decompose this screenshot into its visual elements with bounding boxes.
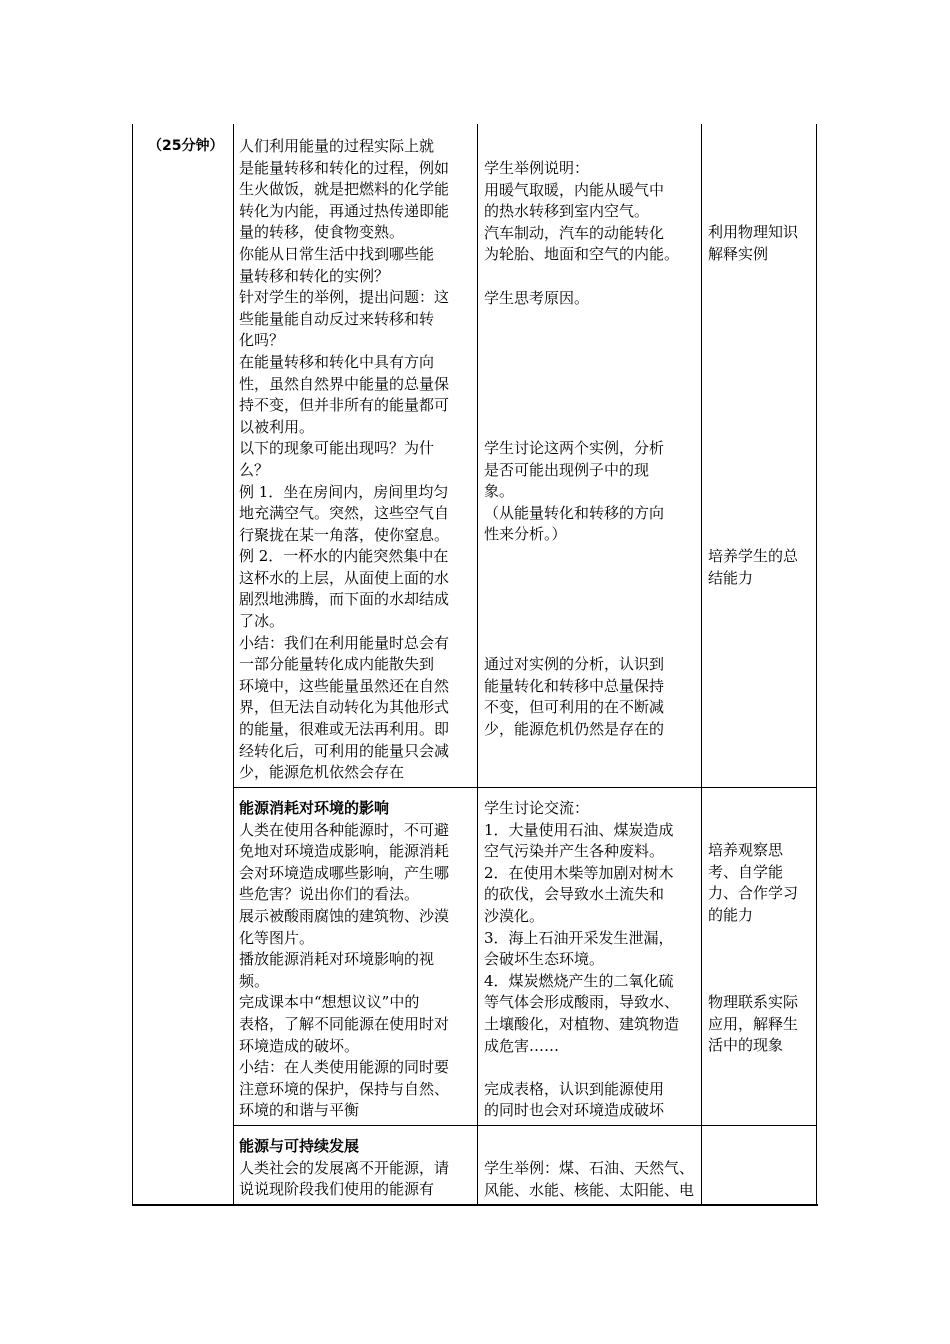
text-line: 转化为内能，再通过热传递即能: [239, 201, 450, 220]
text-line: 学生讨论交流：: [484, 799, 590, 817]
student-activity-think: [484, 288, 699, 310]
design-intent-cooperation: [708, 840, 814, 926]
section-heading-environment: 能源消耗对环境的影响: [239, 799, 390, 817]
text-line: 以被利用。: [239, 417, 315, 436]
text-line: 表格，了解不同能源在使用时对: [239, 1014, 450, 1033]
text-line: 1．大量使用石油、煤炭造成: [484, 820, 674, 839]
text-line: 应用，解释生: [708, 1014, 799, 1033]
text-line: 以下的现象可能出现吗？为什: [239, 439, 435, 458]
text-line: 频。: [239, 971, 270, 990]
text-line: 学生思考原因。: [484, 289, 590, 307]
text-line: 的能力: [708, 905, 754, 924]
text-line: 说说现阶段我们使用的能源有: [239, 1180, 435, 1199]
design-intent-explain: [708, 222, 814, 265]
text-line: 2．在使用木柴等加剧对树木: [484, 863, 674, 882]
text-line: 土壤酸化，对植物、建筑物造: [484, 1014, 680, 1033]
text-line: （从能量转化和转移的方向: [484, 503, 665, 522]
column-divider-3: [701, 124, 702, 1206]
text-line: 完成表格，认识到能源使用: [484, 1079, 665, 1098]
teacher-activity-environment: [239, 798, 475, 1122]
student-activity-sustainable: [484, 1158, 699, 1201]
text-line: 环境的和谐与平衡: [239, 1101, 360, 1120]
text-line: 行聚拢在某一角落，使你窒息。: [239, 525, 450, 544]
student-activity-examples: [484, 158, 699, 266]
text-line: 会破坏生态环境。: [484, 950, 605, 969]
text-line: 播放能源消耗对环境影响的视: [239, 950, 435, 969]
text-line: 沙漠化。: [484, 906, 545, 925]
text-line: 免地对环境造成影响，能源消耗: [239, 842, 450, 861]
student-activity-environment: [484, 798, 699, 1122]
time-label: （25分钟）: [148, 138, 224, 154]
text-line: 学生举例说明：: [484, 159, 590, 177]
text-line: 人类社会的发展离不开能源，请: [239, 1158, 450, 1177]
text-line: 少，能源危机仍然是存在的: [484, 719, 665, 738]
text-line: 注意环境的保护，保持与自然、: [239, 1079, 450, 1098]
column-divider-2: [477, 124, 478, 1206]
text-line: 这杯水的上层，从面使上面的水: [239, 568, 450, 587]
text-line: 量转移和转化的实例？: [239, 266, 390, 285]
student-activity-discuss: [484, 438, 699, 546]
text-line: 性来分析。）: [484, 525, 567, 544]
text-line: 的能量，很难或无法再利用。即: [239, 720, 450, 739]
table-border-right: [816, 124, 817, 1206]
text-line: 学生举例：煤、石油、天然气、: [484, 1159, 695, 1177]
text-line: 化等图片。: [239, 928, 315, 947]
text-line: 空气污染并产生各种废料。: [484, 842, 665, 861]
text-line: 培养学生的总: [708, 547, 799, 565]
text-line: 物理联系实际: [708, 993, 799, 1011]
text-line: 持不变，但并非所有的能量都可: [239, 396, 450, 415]
text-line: 风能、水能、核能、太阳能、电: [484, 1180, 695, 1199]
row-divider-1: [233, 787, 817, 788]
teacher-activity-sustainable: [239, 1136, 475, 1201]
text-line: 环境中，这些能量虽然还在自然: [239, 676, 450, 695]
text-line: 人们利用能量的过程实际上就: [239, 137, 435, 155]
text-line: 完成课本中“想想议议”中的: [239, 993, 420, 1012]
text-line: 用暖气取暖，内能从暖气中: [484, 180, 665, 199]
text-line: 成危害……: [484, 1036, 560, 1055]
text-line: 是能量转移和转化的过程，例如: [239, 158, 450, 177]
text-line: 例 2．一杯水的内能突然集中在: [239, 547, 449, 566]
text-line: 人类在使用各种能源时，不可避: [239, 820, 450, 839]
text-line: 界，但无法自动转化为其他形式: [239, 698, 450, 717]
text-line: 展示被酸雨腐蚀的建筑物、沙漠: [239, 906, 450, 925]
text-line: 少，能源危机依然会存在: [239, 763, 405, 782]
student-activity-conclusion: [484, 654, 699, 740]
text-line: 了冰。: [239, 612, 285, 631]
text-line: 些危害？说出你们的看法。: [239, 885, 420, 904]
text-line: 为轮胎、地面和空气的内能。: [484, 245, 680, 264]
text-line: 不变，但可利用的在不断减: [484, 698, 665, 717]
spacer: [484, 1057, 699, 1079]
text-line: 剧烈地沸腾，而下面的水却结成: [239, 590, 450, 609]
text-line: 会对环境造成哪些影响，产生哪: [239, 863, 450, 882]
text-line: 解释实例: [708, 244, 769, 263]
section-heading-sustainable: 能源与可持续发展: [239, 1137, 360, 1155]
table-border-left: [132, 124, 133, 1206]
text-line: 象。: [484, 482, 515, 501]
text-line: 针对学生的举例，提出问题：这: [239, 288, 450, 307]
column-divider-1: [233, 124, 234, 1206]
text-line: 小结：我们在利用能量时总会有: [239, 633, 450, 652]
text-line: 利用物理知识: [708, 223, 799, 241]
text-line: 些能量能自动反过来转移和转: [239, 309, 435, 328]
text-line: 通过对实例的分析，认识到: [484, 655, 665, 673]
text-line: 3．海上石油开采发生泄漏，: [484, 928, 674, 947]
text-line: 活中的现象: [708, 1036, 784, 1055]
text-line: 一部分能量转化成内能散失到: [239, 655, 435, 674]
design-intent-application: [708, 992, 814, 1057]
text-line: 生火做饭，就是把燃料的化学能: [239, 180, 450, 199]
text-line: 汽车制动，汽车的动能转化: [484, 223, 665, 242]
text-line: 么？: [239, 460, 270, 479]
teacher-activity-energy-direction: [239, 136, 475, 784]
text-line: 的同时也会对环境造成破坏: [484, 1101, 665, 1120]
table-border-bottom: [132, 1204, 818, 1206]
text-line: 力、合作学习: [708, 884, 799, 903]
text-line: 培养观察思: [708, 841, 784, 859]
text-line: 化吗？: [239, 331, 285, 350]
text-line: 是否可能出现例子中的现: [484, 460, 650, 479]
text-line: 例 1．坐在房间内，房间里均匀: [239, 482, 449, 501]
text-line: 结能力: [708, 568, 754, 587]
text-line: 量的转移，使食物变熟。: [239, 223, 405, 242]
lesson-plan-table: [132, 124, 818, 1206]
text-line: 学生讨论这两个实例，分析: [484, 439, 665, 457]
text-line: 环境造成的破坏。: [239, 1036, 360, 1055]
text-line: 的砍伐，会导致水土流失和: [484, 885, 665, 904]
text-line: 在能量转移和转化中具有方向: [239, 352, 435, 371]
text-line: 的热水转移到室内空气。: [484, 202, 650, 221]
text-line: 地充满空气。突然，这些空气自: [239, 504, 450, 523]
text-line: 能量转化和转移中总量保持: [484, 676, 665, 695]
text-line: 小结：在人类使用能源的同时要: [239, 1058, 450, 1077]
text-line: 性，虽然自然界中能量的总量保: [239, 374, 450, 393]
text-line: 经转化后，可利用的能量只会减: [239, 741, 450, 760]
design-intent-summary: [708, 546, 814, 589]
text-line: 4．煤炭燃烧产生的二氧化硫: [484, 971, 674, 990]
text-line: 考、自学能: [708, 862, 784, 881]
text-line: 等气体会形成酸雨，导致水、: [484, 993, 680, 1012]
row-divider-2: [233, 1125, 817, 1126]
text-line: 你能从日常生活中找到哪些能: [239, 244, 435, 263]
